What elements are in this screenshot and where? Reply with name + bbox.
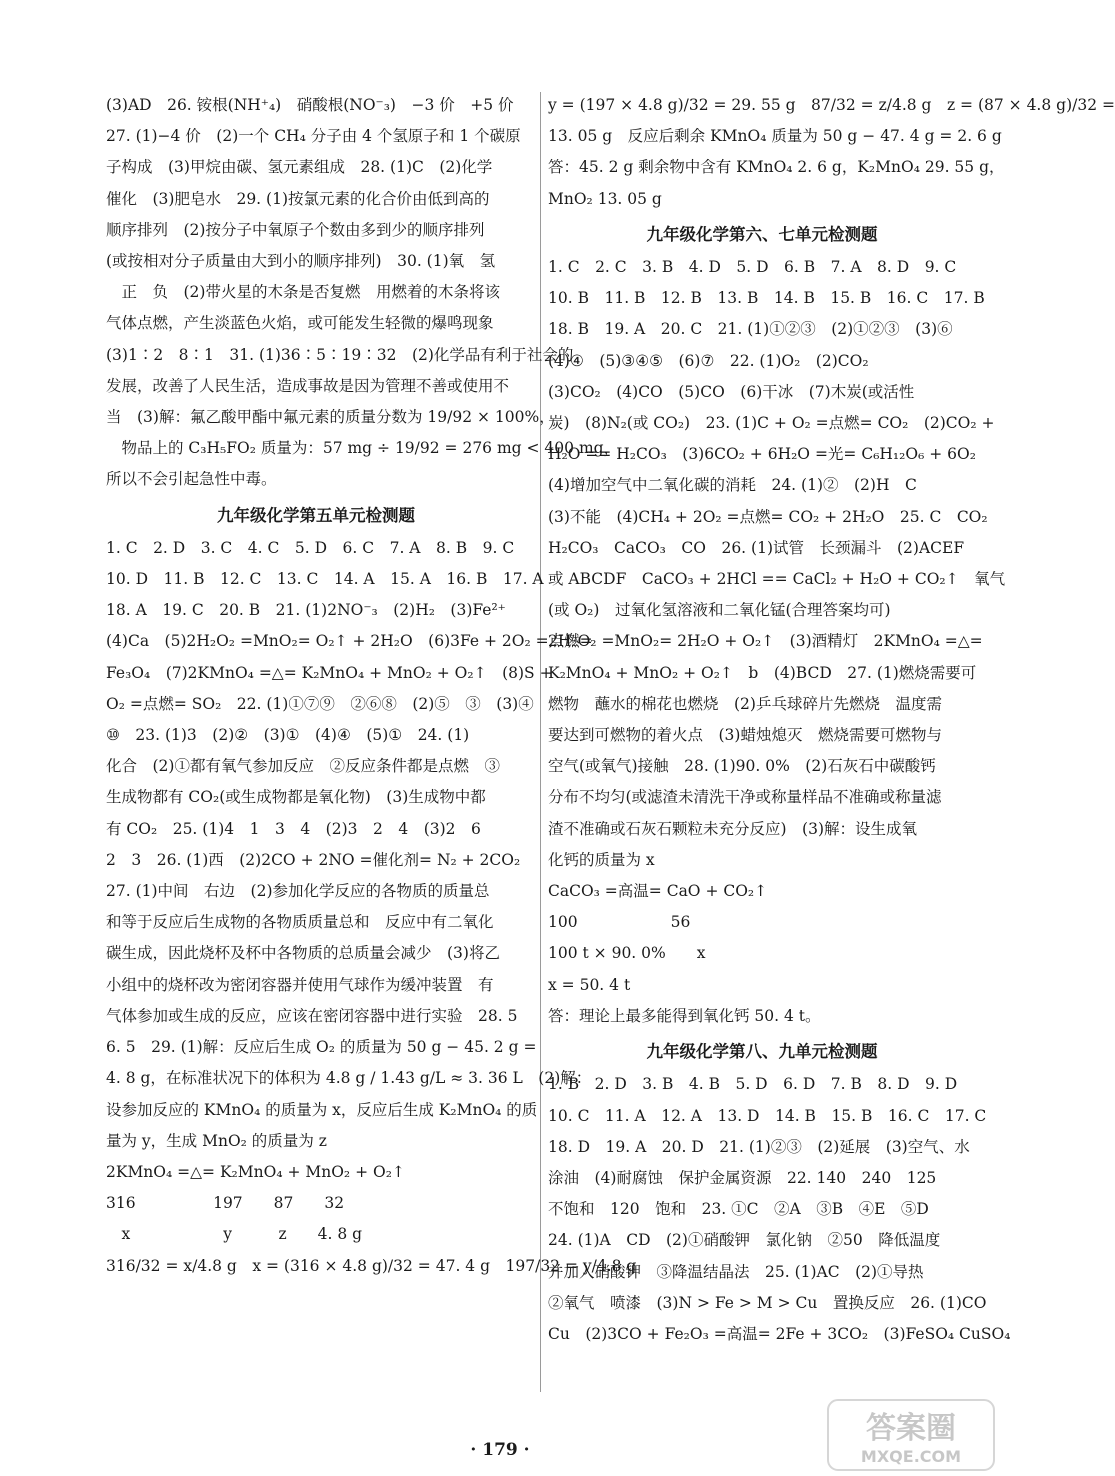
left-column-text-line: 2 3 26. (1)西 (2)2CO + 2NO =催化剂= N₂ + 2CO₂: [106, 850, 521, 869]
left-column-text-line: 设参加反应的 KMnO₄ 的质量为 x，反应后生成 K₂MnO₄ 的质: [106, 1100, 538, 1119]
left-column-text-line: 气体参加或生成的反应，应该在密闭容器中进行实验 28. 5: [106, 1006, 518, 1025]
left-column-text-line: 和等于反应后生成物的各物质质量总和 反应中有二氧化: [106, 913, 494, 932]
right-column-text-line: (4)④ (5)③④⑤ (6)⑦ 22. (1)O₂ (2)CO₂: [548, 351, 869, 370]
left-column-text-line: ⑩ 23. (1)3 (2)② (3)① (4)④ (5)① 24. (1): [106, 726, 470, 745]
right-column-text-line: 答：45. 2 g 剩余物中含有 KMnO₄ 2. 6 g，K₂MnO₄ 29. 55 g，: [548, 158, 1005, 177]
right-column-text-line: Cu (2)3CO + Fe₂O₃ =高温= 2Fe + 3CO₂ (3)FeSO₄ CuSO₄: [548, 1324, 1011, 1343]
right-column-text-line: 100 56: [548, 913, 691, 932]
right-column-text-line: (4)增加空气中二氧化碳的消耗 24. (1)② (2)H C: [548, 476, 917, 495]
left-column-text-line: 所以不会引起急性中毒。: [106, 470, 277, 489]
left-column-text-line: x y z 4. 8 g: [106, 1225, 363, 1244]
right-column-text-line: 1. C 2. C 3. B 4. D 5. D 6. B 7. A 8. D 9. C: [548, 258, 957, 277]
right-column-text-line: 炭) (8)N₂(或 CO₂) 23. (1)C + O₂ =点燃= CO₂ (2)CO₂ +: [548, 414, 995, 433]
right-column-text-line: 不饱和 120 饱和 23. ①C ②A ③B ④E ⑤D: [548, 1200, 929, 1219]
right-column-text-line: 1. B 2. D 3. B 4. B 5. D 6. D 7. B 8. D 9. D: [548, 1075, 958, 1094]
left-column-text-line: 小组中的烧杯改为密闭容器并使用气球作为缓冲装置 有: [106, 975, 494, 994]
left-column-text-line: 10. D 11. B 12. C 13. C 14. A 15. A 16. B 17. A: [106, 570, 544, 589]
right-column-text-line: y = (197 × 4.8 g)/32 = 29. 55 g 87/32 = z/4.8 g z = (87 × 4.8 g)/32 =: [548, 96, 1115, 114]
left-column-text-line: 当 (3)解：氟乙酸甲酯中氟元素的质量分数为 19/92 × 100%，: [106, 408, 555, 427]
right-column-text-line: 化钙的质量为 x: [548, 850, 655, 869]
left-column-text-line: 18. A 19. C 20. B 21. (1)2NO⁻₃ (2)H₂ (3)Fe²⁺: [106, 601, 506, 620]
right-column-text-line: 要达到可燃物的着火点 (3)蜡烛熄灭 燃烧需要可燃物与: [548, 726, 942, 745]
right-column-text-line: (3)CO₂ (4)CO (5)CO (6)干冰 (7)木炭(或活性: [548, 382, 915, 401]
left-column-text-line: 顺序排列 (2)按分子中氧原子个数由多到少的顺序排列: [106, 220, 485, 239]
right-column-text-line: 答：理论上最多能得到氧化钙 50. 4 t。: [548, 1006, 821, 1025]
left-column-text-line: (4)Ca (5)2H₂O₂ =MnO₂= O₂↑ + 2H₂O (6)3Fe + 2O₂ =点燃=: [106, 632, 593, 651]
left-column-text-line: 6. 5 29. (1)解：反应后生成 O₂ 的质量为 50 g − 45. 2 g =: [106, 1038, 537, 1057]
left-column-text-line: (3)1∶2 8∶1 31. (1)36∶5∶19∶32 (2)化学品有利于社会的: [106, 345, 574, 364]
left-column-text-line: Fe₃O₄ (7)2KMnO₄ =△= K₂MnO₄ + MnO₂ + O₂↑ (8)S +: [106, 663, 553, 682]
left-column-text-line: 生成物都有 CO₂(或生成物都是氧化物) (3)生成物中都: [106, 788, 486, 807]
left-column-text-line: 气体点燃，产生淡蓝色火焰，或可能发生轻微的爆鸣现象: [106, 314, 494, 333]
left-column-text-line: 4. 8 g，在标准状况下的体积为 4.8 g / 1.43 g/L ≈ 3. 36 L (2)解：: [106, 1069, 592, 1088]
right-column-text-line: 10. C 11. A 12. A 13. D 14. B 15. B 16. C 17. C: [548, 1106, 987, 1125]
right-column-text-line: (或 O₂) 过氧化氢溶液和二氧化锰(合理答案均可): [548, 601, 891, 620]
right-column-text-line: H₂CO₃ CaCO₃ CO 26. (1)试管 长颈漏斗 (2)ACEF: [548, 538, 965, 557]
right-column: [548, 90, 1115, 1350]
right-column-text-line: 分布不均匀(或滤渣未清洗干净或称量样品不准确或称量滤: [548, 788, 942, 807]
right-column-text-line: 涂油 (4)耐腐蚀 保护金属资源 22. 140 240 125: [548, 1168, 937, 1187]
right-column-text-line: H₂O == H₂CO₃ (3)6CO₂ + 6H₂O =光= C₆H₁₂O₆ + 6O₂: [548, 445, 976, 464]
right-column-text-line: 并加入硝酸钾 ③降温结晶法 25. (1)AC (2)①导热: [548, 1262, 924, 1281]
right-column-section-title: 九年级化学第八、九单元检测题: [646, 1042, 878, 1062]
right-column-text-line: 10. B 11. B 12. B 13. B 14. B 15. B 16. C 17. B: [548, 289, 985, 308]
right-column-text-line: 空气(或氧气)接触 28. (1)90. 0% (2)石灰石中碳酸钙: [548, 757, 936, 776]
left-column-text-line: (或按相对分子质量由大到小的顺序排列) 30. (1)氧 氢: [106, 252, 496, 271]
left-column-text-line: 碳生成，因此烧杯及杯中各物质的总质量会减少 (3)将乙: [106, 944, 500, 963]
left-column-text-line: 发展，改善了人民生活，造成事故是因为管理不善或使用不: [106, 376, 510, 395]
watermark-text: 答案圈: [866, 1411, 956, 1446]
left-column-text-line: 27. (1)中间 右边 (2)参加化学反应的各物质的质量总: [106, 882, 490, 901]
right-column-section-title: 九年级化学第六、七单元检测题: [646, 224, 878, 244]
left-column-text-line: 27. (1)−4 价 (2)一个 CH₄ 分子由 4 个氢原子和 1 个碳原: [106, 127, 521, 146]
watermark-subtext: MXQE.COM: [860, 1447, 962, 1466]
left-column-text-line: 子构成 (3)甲烷由碳、氢元素组成 28. (1)C (2)化学: [106, 158, 493, 177]
left-column-text-line: (3)AD 26. 铵根(NH⁺₄) 硝酸根(NO⁻₃) −3 价 +5 价: [106, 96, 514, 114]
right-column-text-line: (3)不能 (4)CH₄ + 2O₂ =点燃= CO₂ + 2H₂O 25. C CO₂: [548, 507, 988, 526]
left-column-text-line: 2KMnO₄ =△= K₂MnO₄ + MnO₂ + O₂↑: [106, 1162, 405, 1181]
watermark-logo: [826, 1398, 996, 1472]
left-column-text-line: 316/32 = x/4.8 g x = (316 × 4.8 g)/32 = 47. 4 g 197/32 = y/4.8 g: [106, 1256, 637, 1275]
left-column-text-line: 量为 y，生成 MnO₂ 的质量为 z: [106, 1131, 327, 1150]
left-column-text-line: 催化 (3)肥皂水 29. (1)按氯元素的化合价由低到高的: [106, 189, 490, 208]
right-column-text-line: CaCO₃ =高温= CaO + CO₂↑: [548, 882, 768, 901]
right-column-text-line: 13. 05 g 反应后剩余 KMnO₄ 质量为 50 g − 47. 4 g = 2. 6 g: [548, 127, 1002, 146]
right-column-text-line: ②氧气 喷漆 (3)N > Fe > M > Cu 置换反应 26. (1)CO: [548, 1293, 987, 1312]
right-column-text-line: 100 t × 90. 0% x: [548, 944, 706, 963]
right-column-text-line: MnO₂ 13. 05 g: [548, 189, 662, 208]
right-column-text-line: 2H₂O₂ =MnO₂= 2H₂O + O₂↑ (3)酒精灯 2KMnO₄ =△=: [548, 632, 983, 651]
left-column-text-line: 1. C 2. D 3. C 4. C 5. D 6. C 7. A 8. B 9. C: [106, 538, 515, 557]
left-column-text-line: O₂ =点燃= SO₂ 22. (1)①⑦⑨ ②⑥⑧ (2)⑤ ③ (3)④: [106, 694, 534, 713]
right-column-text-line: 燃物 蘸水的棉花也燃烧 (2)乒乓球碎片先燃烧 温度需: [548, 694, 942, 713]
left-column-text-line: 有 CO₂ 25. (1)4 1 3 4 (2)3 2 4 (3)2 6: [106, 819, 481, 838]
left-column-text-line: 化合 (2)①都有氧气参加反应 ②反应条件都是点燃 ③: [106, 757, 500, 776]
right-column-text-line: 18. B 19. A 20. C 21. (1)①②③ (2)①②③ (3)⑥: [548, 320, 953, 339]
left-column-section-title: 九年级化学第五单元检测题: [217, 505, 415, 525]
right-column-text-line: K₂MnO₄ + MnO₂ + O₂↑ b (4)BCD 27. (1)燃烧需要可: [548, 663, 977, 682]
right-column-text-line: 24. (1)A CD (2)①硝酸钾 氯化钠 ②50 降低温度: [548, 1231, 941, 1250]
column-divider: [540, 92, 541, 1392]
left-column-text-line: 正 负 (2)带火星的木条是否复燃 用燃着的木条将该: [106, 283, 500, 302]
right-column-text-line: 渣不准确或石灰石颗粒未充分反应) (3)解：设生成氧: [548, 819, 918, 838]
left-column-text-line: 物品上的 C₃H₅FO₂ 质量为：57 mg ÷ 19/92 = 276 mg < 400 mg，: [106, 439, 620, 458]
right-column-text-line: x = 50. 4 t: [548, 975, 631, 994]
page-number: · 179 ·: [470, 1440, 530, 1460]
right-column-text-line: 或 ABCDF CaCO₃ + 2HCl == CaCl₂ + H₂O + CO₂↑ 氧气: [548, 570, 1006, 589]
left-column-text-line: 316 197 87 32: [106, 1194, 345, 1213]
right-column-text-line: 18. D 19. A 20. D 21. (1)②③ (2)延展 (3)空气、水: [548, 1137, 970, 1156]
